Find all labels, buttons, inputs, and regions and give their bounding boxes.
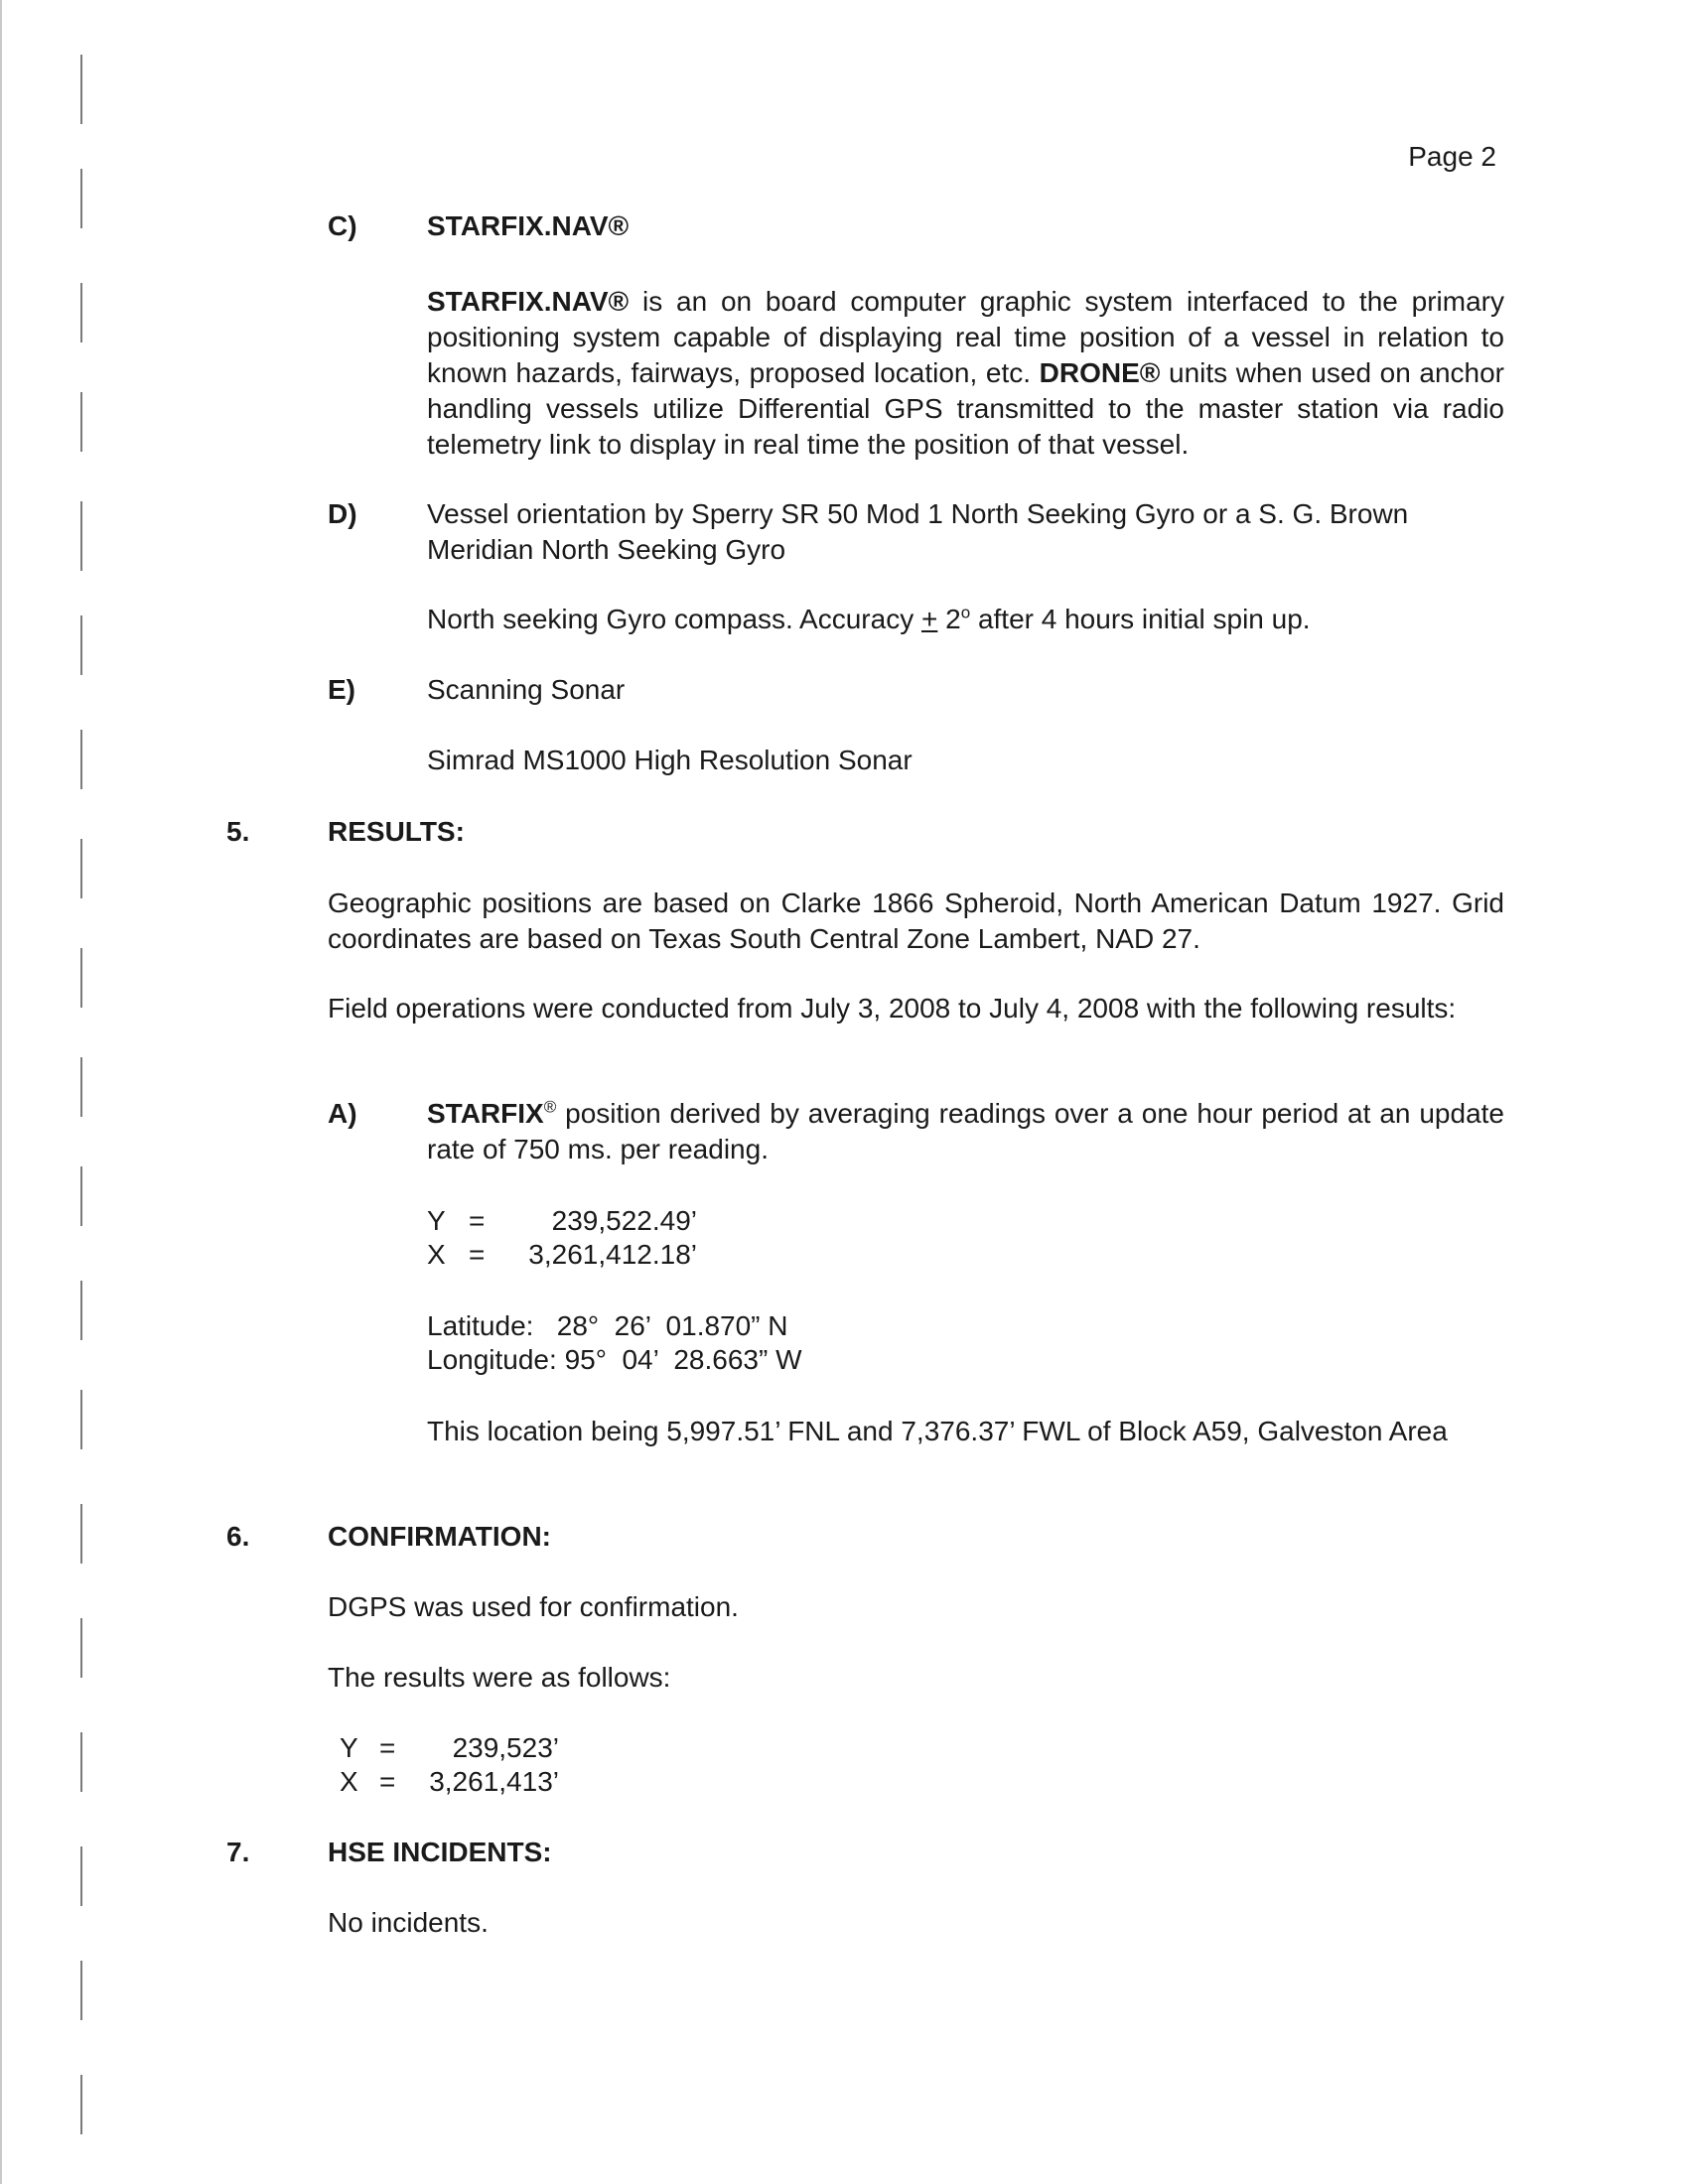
x-value: 3,261,412.18’	[528, 1239, 697, 1270]
plus-minus: +	[920, 604, 938, 634]
accuracy-value: 2	[937, 604, 961, 634]
gyro-paragraph: Vessel orientation by Sperry SR 50 Mod 1 North Seeking Gyro or a S. G. Brown Meridian North Seeking Gyro	[427, 498, 1409, 565]
sonar-model: Simrad MS1000 High Resolution Sonar	[427, 745, 913, 775]
starfix-nav-paragraph	[427, 284, 1504, 463]
starfix-nav-text: is an on board computer graphic system interfaced to the primary positioning system capable of displaying real time position of a vessel in relation to known hazards, fairways, proposed location, etc.	[427, 286, 1504, 388]
x-label: X	[427, 1239, 446, 1270]
y-value: 239,522.49’	[551, 1205, 697, 1236]
scan-mark	[80, 1390, 82, 1449]
results-operations-paragraph: Field operations were conducted from July 3, 2008 to July 4, 2008 with the following results:	[328, 993, 1457, 1024]
y-equals: =	[469, 1205, 486, 1236]
accuracy-text: North seeking Gyro compass. Accuracy	[427, 604, 921, 634]
x-equals: =	[469, 1239, 486, 1270]
section-title-confirmation: CONFIRMATION:	[328, 1521, 551, 1552]
scan-mark	[80, 615, 82, 675]
page-edge	[0, 0, 2, 2184]
registered-mark: ®	[543, 1097, 557, 1117]
scan-mark	[80, 730, 82, 789]
dgps-y-equals: =	[379, 1732, 396, 1763]
scan-mark	[80, 1732, 82, 1792]
starfix-position-text: position derived by averaging readings over a one hour period at an update rate of 750 ms. per reading.	[427, 1098, 1504, 1164]
starfix-nav-term: STARFIX.NAV®	[427, 286, 630, 317]
scan-mark	[80, 1281, 82, 1340]
section-title-results: RESULTS:	[328, 816, 465, 847]
y-label: Y	[427, 1205, 446, 1236]
item-letter-a: A)	[328, 1098, 357, 1129]
scan-mark	[80, 1961, 82, 2020]
scan-mark	[80, 392, 82, 452]
starfix-position-paragraph	[427, 1096, 1504, 1167]
dgps-y-label: Y	[340, 1732, 358, 1763]
scan-mark	[80, 839, 82, 898]
page-number: Page 2	[1408, 141, 1496, 172]
latitude: Latitude: 28° 26’ 01.870” N	[427, 1310, 788, 1341]
scan-mark	[80, 1504, 82, 1564]
scan-mark	[80, 948, 82, 1008]
drone-text: units when used on anchor handling vessels utilize Differential GPS transmitted to the master station via radio telemetry link to display in real time the position of that vessel.	[427, 357, 1504, 460]
accuracy-suffix: after 4 hours initial spin up.	[970, 604, 1311, 634]
results-datum-paragraph: Geographic positions are based on Clarke 1866 Spheroid, North American Datum 1927. Grid coordinates are based on Texas South Central Zone Lambert, NAD 27.	[328, 887, 1504, 954]
scan-mark	[80, 1846, 82, 1906]
degree-mark: o	[960, 603, 971, 622]
scan-mark	[80, 283, 82, 342]
section-number-6: 6.	[226, 1521, 250, 1552]
scan-mark	[80, 1057, 82, 1117]
dgps-x-equals: =	[379, 1766, 396, 1797]
scan-mark	[80, 501, 82, 571]
section-title-hse: HSE INCIDENTS:	[328, 1837, 552, 1867]
starfix-term: STARFIX	[427, 1098, 544, 1129]
item-letter-d: D)	[328, 498, 357, 529]
dgps-x-value: 3,261,413’	[429, 1766, 559, 1797]
dgps-y-value: 239,523’	[452, 1732, 559, 1763]
scan-mark	[80, 1618, 82, 1678]
scan-mark	[80, 1166, 82, 1226]
confirmation-method: DGPS was used for confirmation.	[328, 1591, 739, 1622]
dgps-x-label: X	[340, 1766, 358, 1797]
longitude: Longitude: 95° 04’ 28.663” W	[427, 1344, 802, 1375]
section-number-5: 5.	[226, 816, 250, 847]
sonar-heading: Scanning Sonar	[427, 674, 626, 705]
item-letter-c: C)	[328, 210, 357, 241]
location-paragraph: This location being 5,997.51’ FNL and 7,376.37’ FWL of Block A59, Galveston Area	[427, 1416, 1448, 1446]
confirmation-results-intro: The results were as follows:	[328, 1662, 671, 1693]
gyro-accuracy	[427, 602, 1504, 637]
section-number-7: 7.	[226, 1837, 250, 1867]
hse-incidents-text: No incidents.	[328, 1907, 489, 1938]
scan-mark	[80, 169, 82, 228]
drone-term: DRONE®	[1039, 357, 1161, 388]
item-letter-e: E)	[328, 674, 355, 705]
item-title-c: STARFIX.NAV®	[427, 210, 630, 241]
scan-mark	[80, 55, 82, 124]
scan-mark	[80, 2075, 82, 2134]
